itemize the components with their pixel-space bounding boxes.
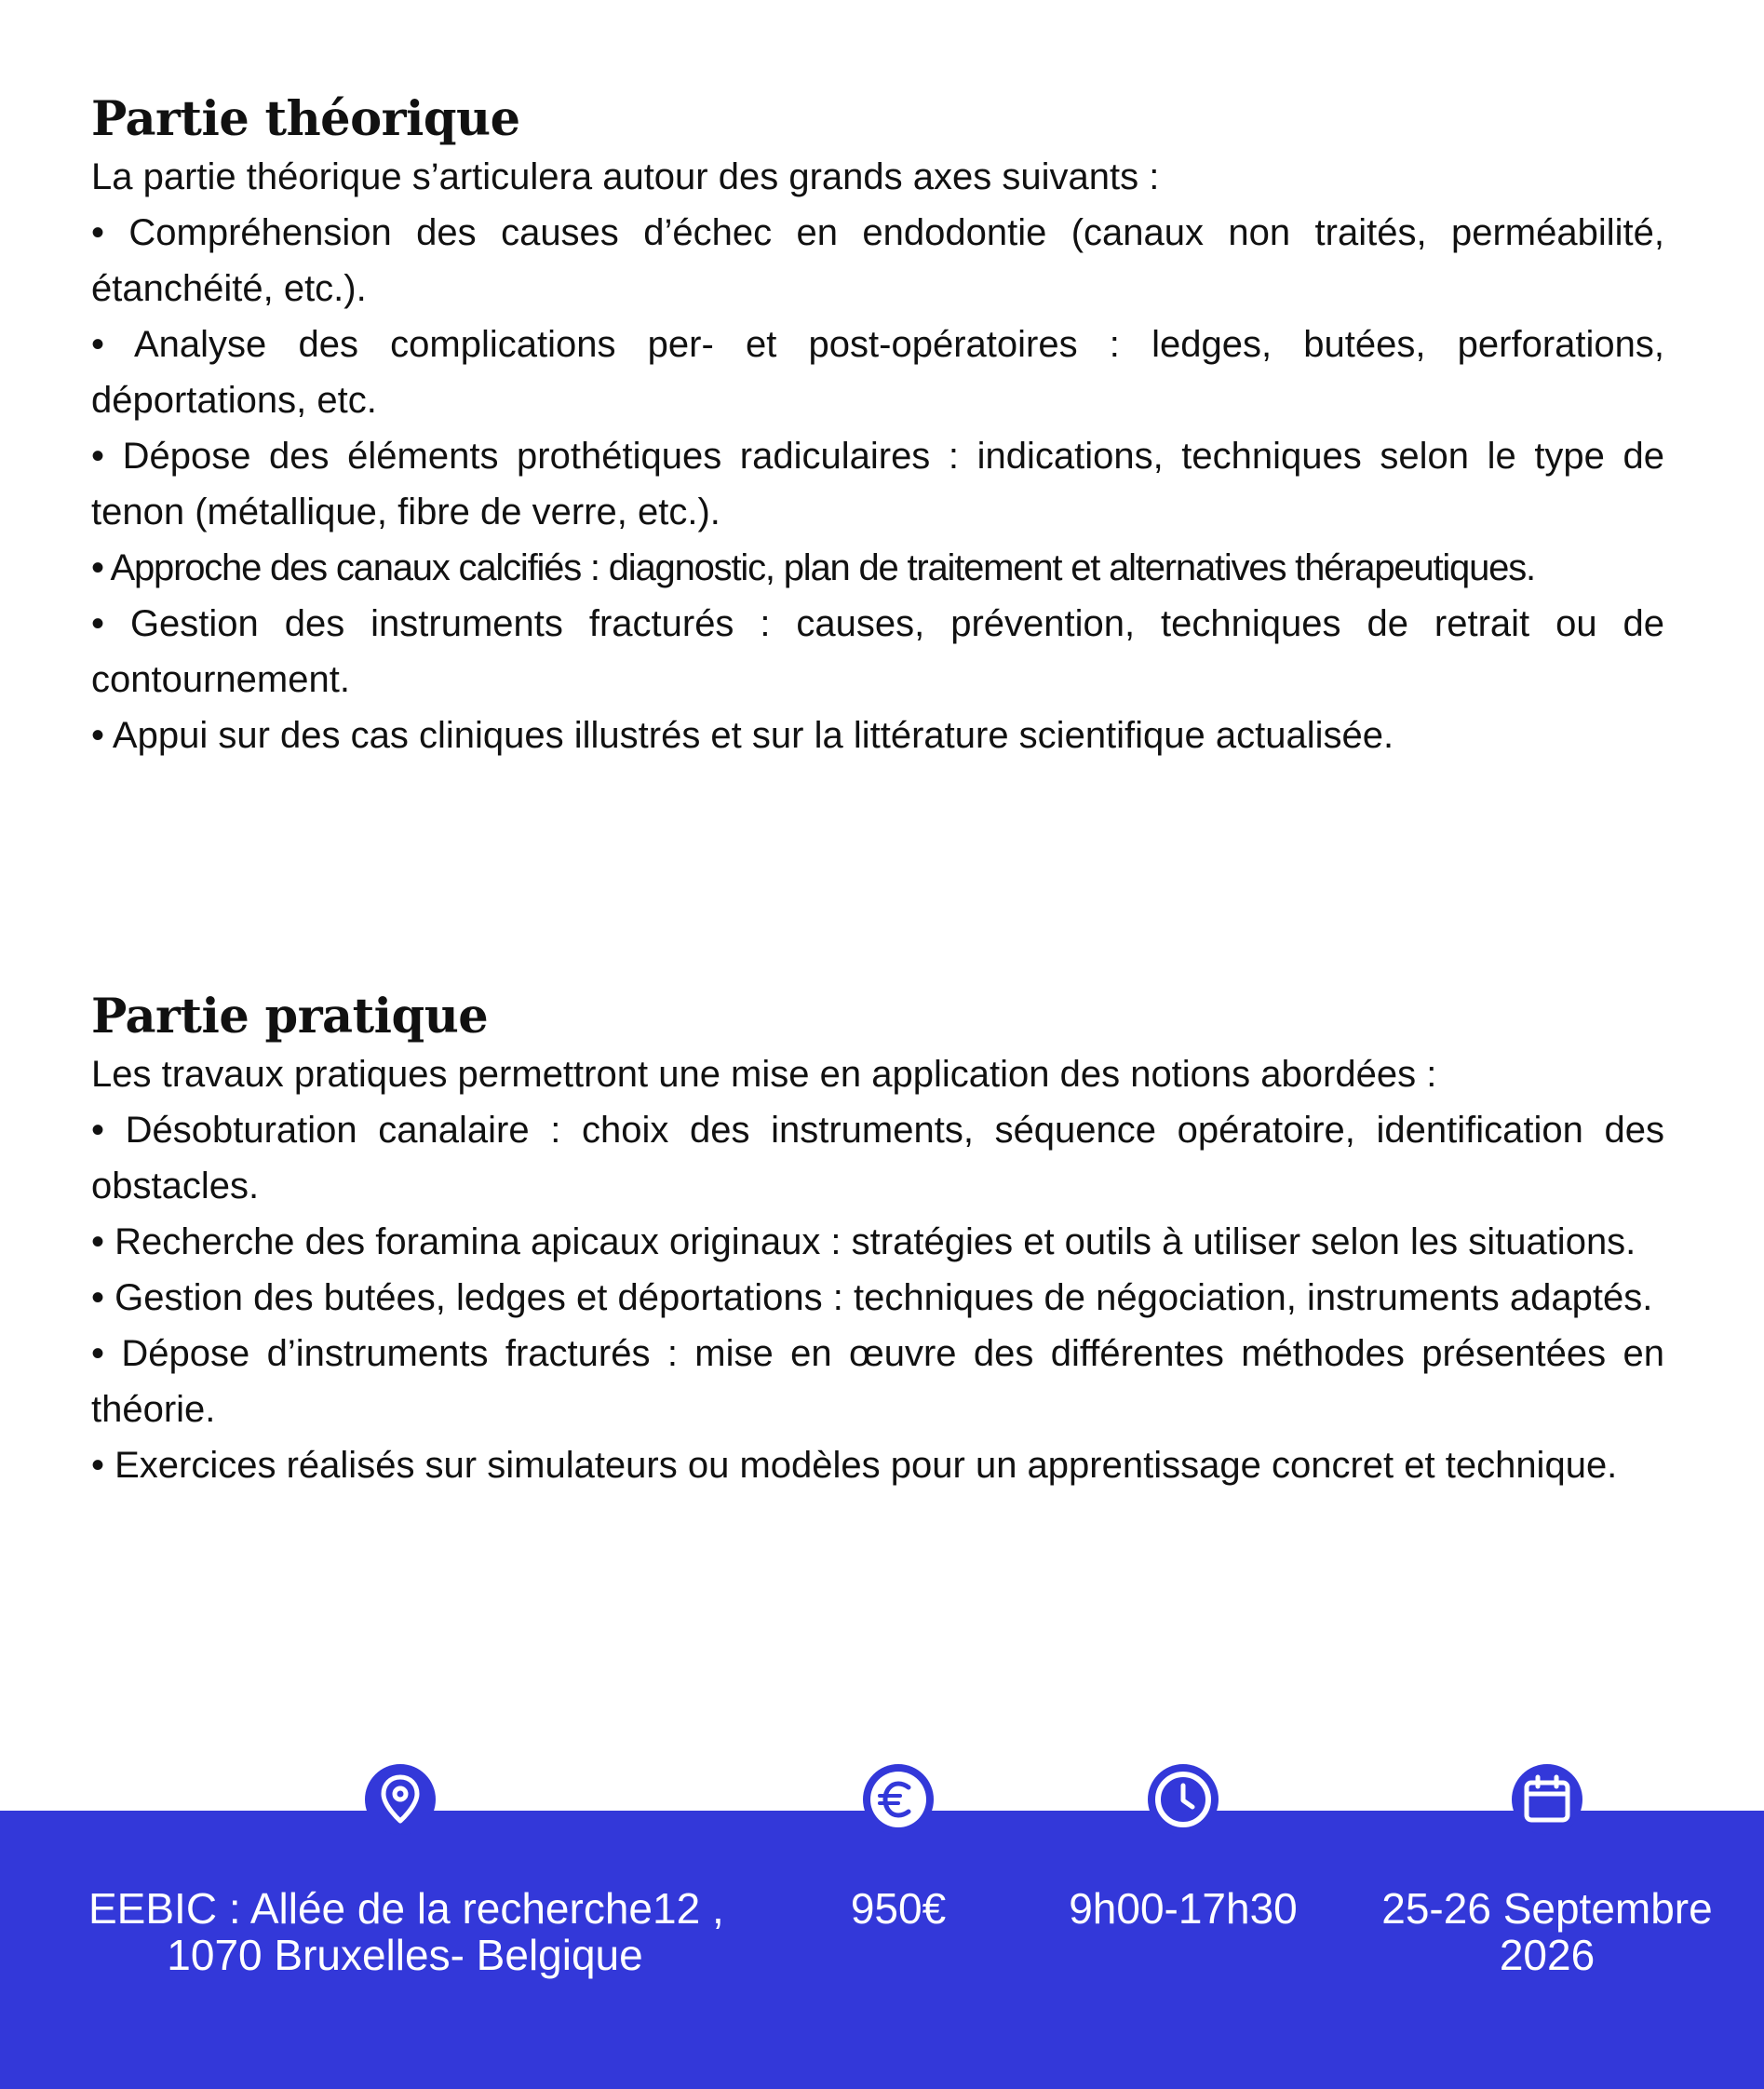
- list-item: • Recherche des foramina apicaux originaux : stratégies et outils à utiliser selon les situations.: [91, 1221, 1636, 1262]
- list-item: • Approche des canaux calcifiés : diagnostic, plan de traitement et alternatives thérapeutiques.: [91, 547, 1535, 588]
- theory-intro: La partie théorique s’articulera autour des grands axes suivants :: [91, 156, 1160, 197]
- list-item: • Désobturation canalaire : choix des instruments, séquence opératoire, identification des obstacles.: [91, 1110, 1664, 1206]
- list-item: • Appui sur des cas cliniques illustrés et sur la littérature scientifique actualisée.: [91, 715, 1394, 756]
- calendar-icon: [1512, 1764, 1582, 1835]
- clock-icon: [1148, 1764, 1219, 1835]
- practice-title: Partie pratique: [91, 989, 489, 1044]
- list-item: • Gestion des butées, ledges et déportations : techniques de négociation, instruments adaptés.: [91, 1277, 1653, 1318]
- list-item: • Gestion des instruments fracturés : causes, prévention, techniques de retrait ou de contournement.: [91, 603, 1664, 700]
- list-item: • Exercices réalisés sur simulateurs ou modèles pour un apprentissage concret et technique.: [91, 1445, 1618, 1486]
- theory-section: [91, 89, 1664, 763]
- map-pin-icon: [365, 1764, 436, 1835]
- practice-section: [91, 987, 1664, 1493]
- list-item: • Compréhension des causes d’échec en endodontie (canaux non traités, perméabilité, étanchéité, etc.).: [91, 212, 1664, 309]
- hours-text: 9h00-17h30: [1069, 1884, 1298, 1933]
- list-item: • Dépose d’instruments fracturés : mise en œuvre des différentes méthodes présentées en théorie.: [91, 1333, 1664, 1430]
- date-line1: 25-26 Septembre: [1381, 1884, 1713, 1933]
- euro-icon: [863, 1764, 934, 1835]
- main-content: [91, 89, 1664, 1493]
- theory-title: Partie théorique: [91, 91, 520, 147]
- list-item: • Analyse des complications per- et post-opératoires : ledges, butées, perforations, déportations, etc.: [91, 324, 1664, 421]
- date-line2: 2026: [1499, 1931, 1596, 1979]
- location-line1: EEBIC : Allée de la recherche12 ,: [88, 1884, 724, 1933]
- location-line2: 1070 Bruxelles- Belgique: [167, 1931, 643, 1979]
- info-footer: [0, 1811, 1764, 2089]
- list-item: • Dépose des éléments prothétiques radiculaires : indications, techniques selon le type de tenon (métallique, fibre de verre, etc.).: [91, 436, 1664, 532]
- practice-intro: Les travaux pratiques permettront une mise en application des notions abordées :: [91, 1054, 1437, 1095]
- price-text: 950€: [850, 1884, 947, 1933]
